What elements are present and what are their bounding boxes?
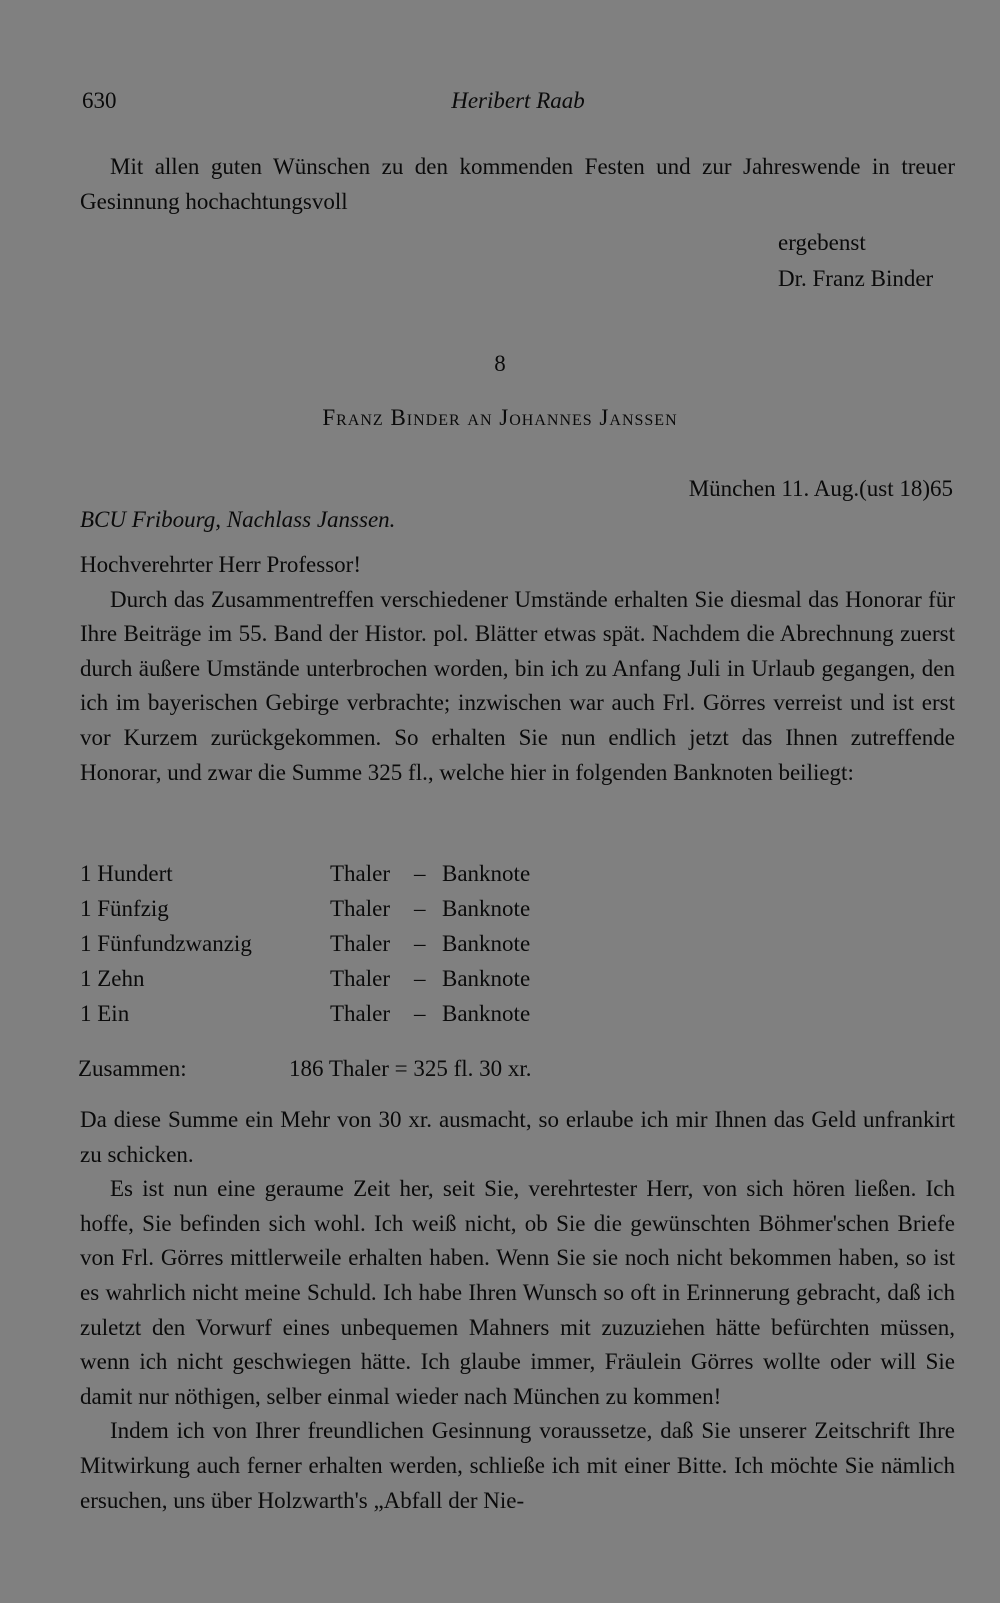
letter-body-start	[80, 548, 955, 790]
banknote-unit: Thaler	[330, 931, 391, 956]
banknote-amount: 1 Ein	[80, 1001, 130, 1026]
page-number: 630	[82, 88, 117, 113]
banknote-row	[80, 962, 680, 997]
banknote-list	[80, 857, 680, 1032]
banknote-dash: –	[414, 896, 426, 921]
banknote-row	[80, 927, 680, 962]
running-author: Heribert Raab	[451, 88, 585, 113]
banknote-unit: Thaler	[330, 861, 391, 886]
closing-paragraph: Mit allen guten Wünschen zu den kommenden Festen und zur Jahreswende in treuer Gesinnung hochachtungsvoll	[80, 154, 955, 214]
banknote-amount: 1 Fünfundzwanzig	[80, 931, 252, 956]
closing-block	[778, 225, 933, 297]
banknote-unit: Thaler	[330, 896, 391, 921]
total-label: Zusammen:	[78, 1056, 187, 1081]
source-note: BCU Fribourg, Nachlass Janssen.	[80, 507, 396, 532]
letter-body-continued	[80, 1103, 955, 1518]
banknote-dash: –	[414, 861, 426, 886]
letter-number: 8	[494, 351, 506, 376]
salutation: Hochverehrter Herr Professor!	[80, 552, 361, 577]
banknote-type: Banknote	[442, 896, 531, 921]
banknote-row	[80, 997, 680, 1032]
closing-formula: ergebenst	[778, 230, 866, 255]
banknote-type: Banknote	[442, 1001, 531, 1026]
banknote-amount: 1 Hundert	[80, 861, 173, 886]
paragraph-postage: Da diese Summe ein Mehr von 30 xr. ausmacht, so erlaube ich mir Ihnen das Geld unfrankirt zu schicken.	[80, 1107, 955, 1167]
paragraph-request: Indem ich von Ihrer freundlichen Gesinnung voraussetze, daß Sie unserer Zeitschrift Ihre Mitwirkung auch ferner erhalten werden, schließe ich mit einer Bitte. Ich möchte Sie nämlich ersuchen, uns über Holzwarth's „Abfall der Nie-	[80, 1418, 955, 1513]
signature: Dr. Franz Binder	[778, 266, 934, 291]
banknote-row	[80, 892, 680, 927]
total-value: 186 Thaler = 325 fl. 30 xr.	[289, 1056, 532, 1081]
paragraph-boehmer-letters: Es ist nun eine geraume Zeit her, seit Sie, verehrtester Herr, von sich hören ließen. Ich hoffe, Sie befinden sich wohl. Ich weiß nicht, ob Sie die gewünschten Böhmer'schen Briefe von Frl. Görres mittlerweile erhalten haben. Wenn Sie sie noch nicht bekommen haben, so ist es wahrlich nicht meine Schuld. Ich habe Ihren Wunsch so oft in Erinnerung gebracht, daß ich zuletzt den Vorwurf eines unbequemen Mahners mit zuzuziehen hätte befürchten müssen, wenn ich nicht geschwiegen hätte. Ich glaube immer, Fräulein Görres wollte oder will Sie damit nur nöthigen, selber einmal wieder nach München zu kommen!	[80, 1176, 955, 1409]
banknote-type: Banknote	[442, 861, 531, 886]
banknote-unit: Thaler	[330, 966, 391, 991]
banknote-unit: Thaler	[330, 1001, 391, 1026]
banknote-amount: 1 Zehn	[80, 966, 145, 991]
banknote-dash: –	[414, 1001, 426, 1026]
paragraph-honorar: Durch das Zusammentreffen verschiedener Umstände erhalten Sie diesmal das Honorar für Ihre Beiträge im 55. Band der Histor. pol. Blätter etwas spät. Nachdem die Abrechnung zuerst durch äußere Umstände unterbrochen worden, bin ich zu Anfang Juli in Urlaub gegangen, den ich im bayerischen Gebirge verbrachte; inzwischen war auch Frl. Görres verreist und ist erst vor Kurzem zurückgekommen. So erhalten Sie nun endlich jetzt das Ihnen zutreffende Honorar, und zwar die Summe 325 fl., welche hier in folgenden Banknoten beiliegt:	[80, 586, 955, 785]
running-head	[82, 84, 954, 118]
place-date: München 11. Aug.(ust 18)65	[688, 476, 953, 501]
banknote-type: Banknote	[442, 931, 531, 956]
letter-title: Franz Binder an Johannes Janssen	[322, 405, 678, 430]
banknote-type: Banknote	[442, 966, 531, 991]
banknote-row	[80, 857, 680, 892]
banknote-dash: –	[414, 966, 426, 991]
previous-letter-end	[80, 150, 955, 219]
banknote-amount: 1 Fünfzig	[80, 896, 169, 921]
banknote-dash: –	[414, 931, 426, 956]
